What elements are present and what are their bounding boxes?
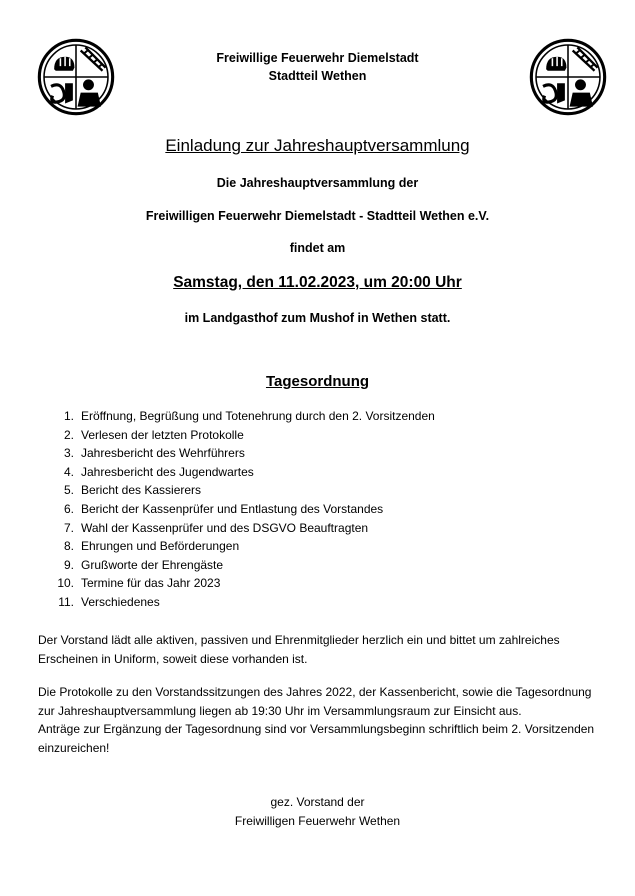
agenda-item (54, 407, 435, 426)
agenda-item (54, 444, 435, 463)
agenda-item-number: 4. (63, 464, 74, 479)
agenda-item-text: Eröffnung, Begrüßung und Totenehrung durch den 2. Vorsitzenden (81, 409, 435, 423)
agenda-item (54, 593, 435, 612)
agenda-item-text: Termine für das Jahr 2023 (81, 576, 221, 591)
agenda-item-number: 3. (63, 446, 74, 461)
paragraph-line: Die Protokolle zu den Vorstandssitzungen des Jahres 2022, der Kassenbericht, sowie die Tagesordnung (38, 685, 592, 699)
org-subtitle: Stadtteil Wethen (268, 69, 367, 83)
agenda-item-text: Verlesen der letzten Protokolle (81, 427, 244, 442)
paragraph-line: Anträge zur Ergänzung der Tagesordnung sind vor Versammlungsbeginn schriftlich beim 2. Vorsitzenden (38, 722, 595, 736)
agenda-item (54, 519, 435, 538)
invitation-line-1: Die Jahreshauptversammlung der (216, 176, 419, 190)
protocol-paragraph (38, 683, 608, 757)
agenda-heading: Tagesordnung (265, 373, 370, 390)
agenda-item (54, 574, 435, 593)
agenda-item-number: 6. (63, 501, 74, 516)
agenda-item-text: Bericht des Kassierers (81, 483, 202, 498)
agenda-item-number: 2. (63, 427, 74, 442)
agenda-item (54, 481, 435, 500)
agenda-item-number: 7. (63, 520, 74, 535)
invitation-line-2: Freiwilligen Feuerwehr Diemelstadt - Stadtteil Wethen e.V. (145, 209, 490, 223)
agenda-item-number: 1. (63, 409, 74, 423)
agenda-item-text: Ehrungen und Beförderungen (81, 539, 240, 554)
agenda-item-number: 8. (63, 539, 74, 554)
meeting-date: Samstag, den 11.02.2023, um 20:00 Uhr (173, 274, 462, 291)
invitation-line-3: findet am (289, 241, 346, 255)
agenda-item (54, 537, 435, 556)
agenda-item-number: 10. (57, 576, 74, 591)
paragraph-line: Erscheinen in Uniform, soweit diese vorhanden ist. (38, 651, 308, 666)
meeting-venue: im Landgasthof zum Mushof in Wethen statt. (184, 311, 451, 325)
agenda-item-text: Jahresbericht des Wehrführers (81, 446, 245, 461)
agenda-item-number: 9. (63, 557, 74, 572)
signature-line-2: Freiwilligen Feuerwehr Wethen (234, 814, 401, 828)
agenda-list (54, 407, 435, 612)
org-name: Freiwillige Feuerwehr Diemelstadt (216, 51, 419, 65)
invitation-paragraph (38, 631, 608, 668)
paragraph-line: einzureichen! (38, 740, 110, 755)
paragraph-line: zur Jahreshauptversammlung liegen ab 19:30 Uhr im Versammlungsraum zur Einsicht aus. (38, 703, 522, 718)
agenda-item-number: 11. (58, 594, 74, 609)
agenda-item-text: Grußworte der Ehrengäste (81, 557, 224, 572)
agenda-item-number: 5. (63, 483, 74, 498)
agenda-item (54, 556, 435, 575)
agenda-item-text: Bericht der Kassenprüfer und Entlastung des Vorstandes (81, 501, 384, 516)
agenda-item (54, 426, 435, 445)
signature-line-1: gez. Vorstand der (270, 795, 365, 809)
invitation-title: Einladung zur Jahreshauptversammlung (165, 136, 470, 155)
agenda-item (54, 463, 435, 482)
agenda-item (54, 500, 435, 519)
agenda-item-text: Verschiedenes (81, 594, 160, 609)
agenda-item-text: Wahl der Kassenprüfer und des DSGVO Beauftragten (81, 520, 369, 535)
agenda-item-text: Jahresbericht des Jugendwartes (81, 464, 254, 479)
paragraph-line: Der Vorstand lädt alle aktiven, passiven und Ehrenmitglieder herzlich ein und bittet um zahlreiches (38, 633, 560, 647)
